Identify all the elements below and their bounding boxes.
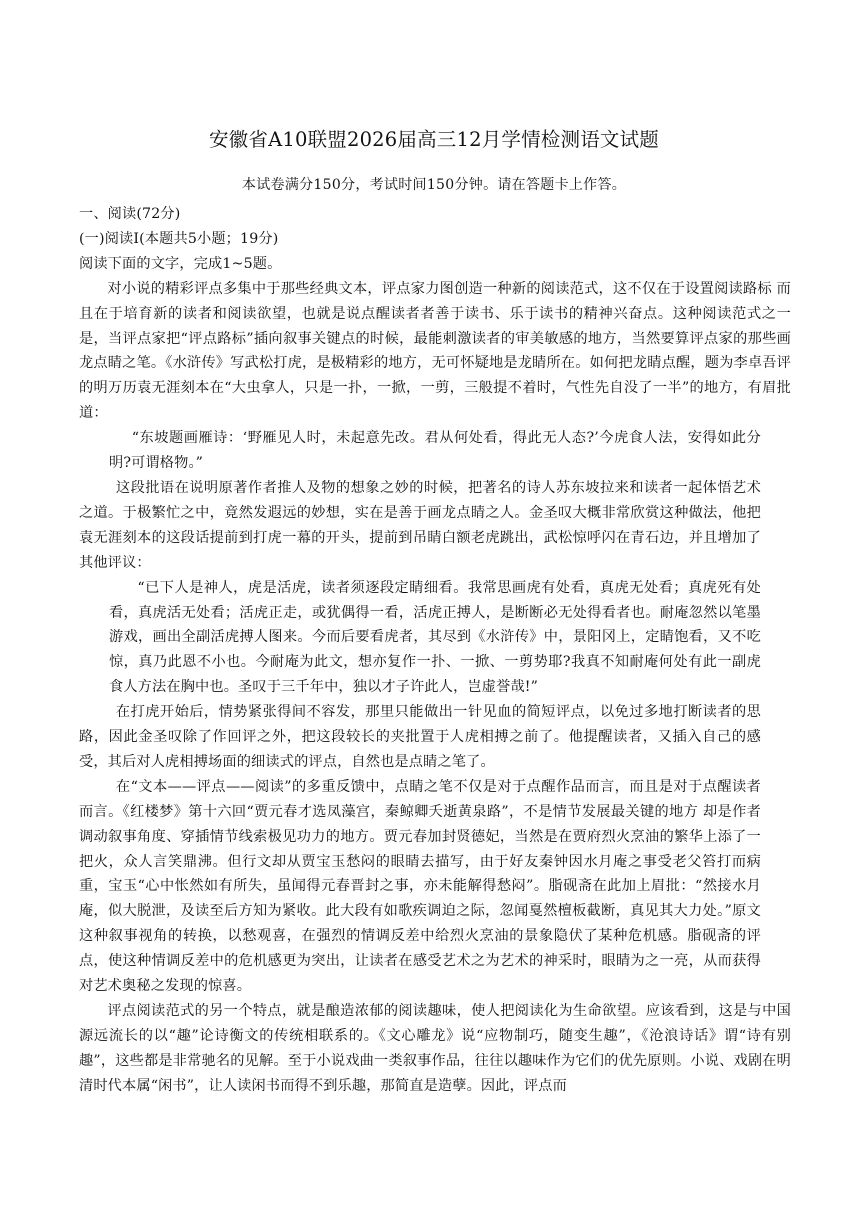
passage-paragraph: 这段批语在说明原著作者推人及物的想象之妙的时候，把著名的诗人苏东坡拉来和读者一起体悟艺术之道。于极繁忙之中，竟然发遐远的妙想，实在是善于画龙点睛之人。金圣叹大概非常欣赏这种做法，他把袁无涯刻本的这段话提前到打虎一幕的开头，提前到吊睛白额老虎跳出，武松惊呼闪在青石边，并且增加了其他评议：: [79, 479, 761, 571]
section-heading: 一、阅读(72分): [79, 206, 181, 222]
passage-paragraph: 对小说的精彩评点多集中于那些经典文本，评点家力图创造一种新的阅读范式，这不仅在于设置阅读路标 而且在于培育新的读者和阅读欲望，也就是说点醒读者者善于读书、乐于读书的精神兴奋点。这种阅读范式之一是，当评点家把“评点路标”插向叙事关键点的时候，最能刺激读者的审美敏感的地方，当然要算评点家的那些画龙点睛之笔。《水浒传》写武松打虎，是极精彩的地方，无可怀疑地是龙睛所在。如何把龙睛点醒，题为李卓吾评的明万历袁无涯刻本在“大虫拿人，只是一扑，一掀，一剪，三般提不着时，气性先自没了一半”的地方，有眉批道：: [79, 280, 791, 422]
passage-paragraph: 在打虎开始后，情势紧张得间不容发，那里只能做出一针见血的简短评点，以免过多地打断读者的思路，因此金圣叹除了作回评之外，把这段较长的夹批置于人虎相搏之前了。他提醒读者，又插入自己的感受，其后对人虎相搏场面的细读式的评点，自然也是点睛之笔了。: [79, 704, 761, 770]
passage-quote: “东坡题画雁诗：‘野雁见人时，未起意先改。君从何处看，得此无人态?’今虎食人法，安得如此分明?可谓格物。”: [109, 430, 761, 472]
passage-paragraph: 在“文本——评点——阅读”的多重反馈中，点睛之笔不仅是对于点醒作品而言，而且是对于点醒读者而言。《红楼梦》第十六回“贾元春才选凤藻宫，秦鲸卿夭逝黄泉路”，不是情节发展最关键的地方 却是作者调动叙事角度、穿插情节线索极见功力的地方。贾元春加封贤德妃，当然是在贾府烈火烹油的繁华上添了一把火，众人言笑鼎沸。但行文却从贾宝玉愁闷的眼睛去描写，由于好友秦钟因水月庵之事受老父笞打而病重，宝玉“心中怅然如有所失，虽闻得元春晋封之事，亦未能解得愁闷”。脂砚斋在此加上眉批：“然接水月庵，似大脱泄，及读至后方知为紧收。此大段有如歌疾调迫之际，忽闻戛然檀板截断，真见其大力处。”原文这种叙事视角的转换，以愁观喜，在强烈的情调反差中给烈火烹油的景象隐伏了某种危机感。脂砚斋的评点，使这种情调反差中的危机感更为突出，让读者在感受艺术之为艺术的神采时，眼睛为之一亮，从而获得对艺术奥秘之发现的惊喜。: [79, 778, 761, 995]
reading-instruction: 阅读下面的文字，完成1~5题。: [79, 255, 282, 272]
passage-paragraph: 评点阅读范式的另一个特点，就是酿造浓郁的阅读趣味，使人把阅读化为生命欲望。应该看到，这是与中国源远流长的以“趣”论诗衡文的传统相联系的。《文心雕龙》说“应物制巧，随变生趣”，《沧浪诗话》谓“诗有别趣”，这些都是非常驰名的见解。至于小说戏曲一类叙事作品，往往以趣味作为它们的优先原则。小说、戏剧在明清时代本属“闲书”，让人读闲书而得不到乐趣，那简直是造孽。因此，评点而: [79, 1003, 791, 1094]
passage-quote: “已下人是神人，虎是活虎，读者须逐段定睛细看。我常思画虎有处看，真虎无处看；真虎死有处看，真虎活无处看；活虎正走，或犹偶得一看，活虎正搏人，是断断必无处得看者也。耐庵忽然以笔墨游戏，画出全副活虎搏人图来。今而后要看虎者，其尽到《水浒传》中，景阳冈上，定睛饱看，又不吃惊，真乃此恩不小也。今耐庵为此文，想亦复作一扑、一掀、一剪势耶?我真不知耐庵何处有此一副虎食人方法在胸中也。圣叹于三千年中，独以才子许此人，岂虚誉哉!”: [109, 579, 761, 696]
exam-note: 本试卷满分150分，考试时间150分钟。请在答题卡上作答。: [241, 177, 627, 193]
page-title: 安徽省A10联盟2026届高三12月学情检测语文试题: [208, 128, 660, 151]
section-subheading: (一)阅读Ⅰ(本题共5小题；19分): [79, 230, 279, 247]
exam-content: [79, 202, 791, 1099]
